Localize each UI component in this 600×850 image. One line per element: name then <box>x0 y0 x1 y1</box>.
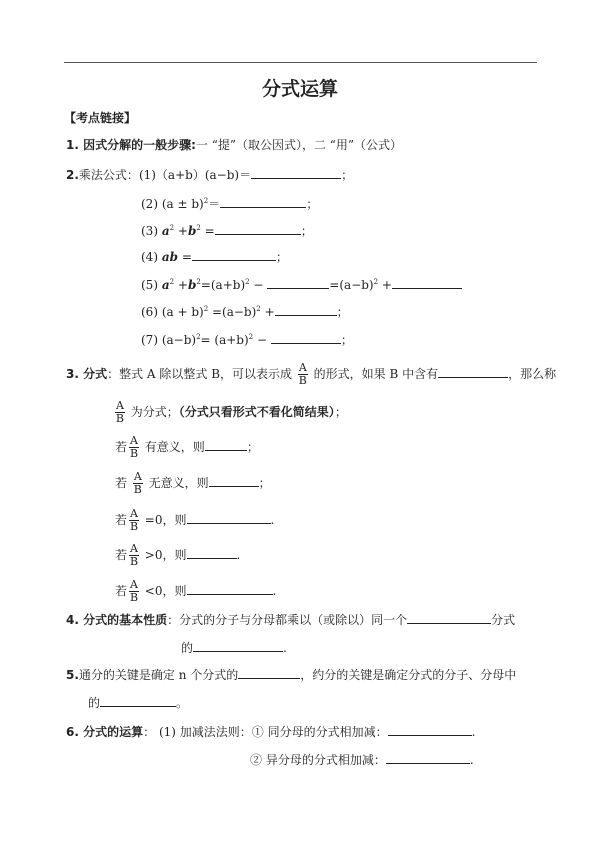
item-2-line-2 <box>141 193 318 212</box>
item-2-line-1 <box>66 165 353 183</box>
eq: = <box>178 250 192 264</box>
item-5-text: 的 <box>88 696 101 710</box>
exponent: 2 <box>196 333 201 341</box>
item-5-text: ，约分的关键是确定分式的分子、分母中 <box>300 668 517 682</box>
formula-2: (2) (a ± b) <box>141 197 204 211</box>
item-3-text: 为分式； <box>130 405 179 419</box>
ruo: 若 <box>115 440 128 454</box>
item-5-line-1 <box>66 665 516 683</box>
condition-text: >0，则 <box>144 548 187 562</box>
ruo: 若 <box>115 584 128 598</box>
blank-item-4a[interactable] <box>407 610 491 624</box>
semicolon: ； <box>275 250 288 264</box>
exponent: 2 <box>196 278 201 286</box>
numerator: A <box>298 361 307 374</box>
blank-formula-6[interactable] <box>275 302 337 316</box>
semicolon: ； <box>340 333 353 347</box>
exponent: 2 <box>196 224 201 232</box>
blank-item-4b[interactable] <box>193 638 283 652</box>
colon: ： <box>107 367 120 381</box>
period: . <box>270 513 275 527</box>
formula-1: (1)（a+b）(a−b)＝ <box>138 168 252 182</box>
var-ab: ab <box>161 250 178 264</box>
period: . <box>469 753 474 767</box>
plus: + <box>174 278 188 292</box>
fraction-a-over-b <box>298 362 308 387</box>
blank-item-6b[interactable] <box>386 750 470 764</box>
formula-2-eq: ＝ <box>208 197 221 211</box>
semicolon: ； <box>334 405 347 419</box>
formula-5: (5) <box>141 278 158 292</box>
minus: − <box>253 333 268 347</box>
denominator: B <box>129 555 139 568</box>
item-3-text: 整式 A 除以整式 B，可以表示成 <box>119 367 293 381</box>
item-3-text: ，那么称 <box>508 367 557 381</box>
page-title: 分式运算 <box>261 78 338 100</box>
formula-5-part: =(a−b) <box>329 278 374 292</box>
numerator: A <box>116 399 124 412</box>
item-5-text: 通分的关键是确定 n 个分式的 <box>78 668 239 682</box>
denominator: B <box>298 374 307 387</box>
blank-condition-3[interactable] <box>187 510 271 524</box>
item-1 <box>66 137 402 153</box>
var-b: b <box>187 278 197 292</box>
blank-condition-1[interactable] <box>205 437 247 451</box>
eq: = <box>200 224 215 238</box>
condition-text: 无意义，则 <box>148 476 209 490</box>
header-rule <box>64 62 537 63</box>
semicolon: ； <box>336 305 349 319</box>
semicolon: ； <box>258 476 271 490</box>
minus: − <box>249 278 264 292</box>
exponent: 2 <box>245 278 250 286</box>
blank-formula-7[interactable] <box>271 330 341 344</box>
blank-item-6a[interactable] <box>388 722 472 736</box>
var-b: b <box>187 224 197 238</box>
blank-item-5a[interactable] <box>238 665 300 679</box>
condition-meaningful <box>115 435 259 460</box>
item-5-line-2 <box>88 693 188 711</box>
fraction-a-over-b <box>129 579 139 604</box>
denominator: B <box>115 412 125 425</box>
item-6-text: ② 异分母的分式相加减： <box>250 753 386 767</box>
condition-text: =0，则 <box>144 513 187 527</box>
condition-negative <box>115 579 276 604</box>
item-3-line-2 <box>113 400 347 425</box>
numerator: A <box>133 470 142 483</box>
item-4-text: 分式的分子与分母都乘以（或除以）同一个 <box>179 613 408 627</box>
period: . <box>236 548 241 562</box>
formula-3: (3) <box>141 224 158 238</box>
plus: + <box>174 224 188 238</box>
item-4-text: 的 <box>181 641 194 655</box>
condition-positive <box>115 543 240 568</box>
numerator: A <box>130 434 138 447</box>
exponent: 2 <box>203 305 209 313</box>
blank-formula-5b[interactable] <box>392 275 462 289</box>
item-2-label: 2. <box>66 168 79 182</box>
item-2-line-4 <box>141 247 288 265</box>
formula-7-part: = (a+b) <box>200 333 249 347</box>
blank-condition-4[interactable] <box>187 545 237 559</box>
blank-item-3[interactable] <box>438 364 508 378</box>
blank-formula-4[interactable] <box>192 247 276 261</box>
item-1-text: 一 “提”（取公因式），二 “用”（公式） <box>195 138 403 152</box>
condition-text: 有意义，则 <box>144 440 205 454</box>
numerator: A <box>130 578 138 591</box>
exponent: 2 <box>248 333 254 341</box>
ruo: 若 <box>115 548 128 562</box>
plus: + <box>378 278 392 292</box>
blank-item-5b[interactable] <box>100 693 176 707</box>
formula-6: (6) (a + b) <box>141 305 204 319</box>
var-a: a <box>161 278 170 292</box>
item-4-line-1 <box>66 610 515 628</box>
semicolon: ； <box>306 197 319 211</box>
exponent: 2 <box>169 278 175 286</box>
item-2-line-6 <box>141 301 349 320</box>
item-4-line-2 <box>181 638 287 656</box>
item-4-label: 4. 分式的基本性质 <box>66 613 168 627</box>
item-3-label: 3. 分式 <box>66 367 108 381</box>
fraction-a-over-b <box>133 471 143 496</box>
item-2-line-3 <box>141 220 313 239</box>
semicolon: ； <box>246 440 259 454</box>
colon: ： <box>143 725 156 739</box>
section-heading: 【考点链接】 <box>64 111 137 125</box>
ruo: 若 <box>115 513 128 527</box>
denominator: B <box>133 483 142 496</box>
exponent: 2 <box>203 197 209 205</box>
item-2-line-7 <box>141 329 353 348</box>
plus: + <box>260 305 275 319</box>
blank-formula-2[interactable] <box>220 194 306 208</box>
blank-formula-1[interactable] <box>251 165 341 179</box>
blank-formula-5a[interactable] <box>267 275 329 289</box>
exponent: 2 <box>373 278 379 286</box>
fraction-a-over-b <box>129 508 139 533</box>
blank-condition-5[interactable] <box>187 581 273 595</box>
blank-condition-2[interactable] <box>209 473 259 487</box>
item-2-prefix: 乘法公式： <box>78 168 139 182</box>
denominator: B <box>129 447 139 460</box>
item-6-line-2 <box>250 750 474 768</box>
ruo: 若 <box>115 476 128 490</box>
var-a: a <box>161 224 170 238</box>
item-3-text: 的形式，如果 B 中含有 <box>313 367 439 381</box>
numerator: A <box>130 542 138 555</box>
numerator: A <box>130 507 138 520</box>
condition-text: <0，则 <box>144 584 187 598</box>
semicolon: ； <box>300 224 313 238</box>
item-3-note: （分式只看形式不看化简结果） <box>178 405 335 419</box>
item-6-line-1 <box>66 722 475 740</box>
semicolon: ； <box>341 168 354 182</box>
denominator: B <box>129 591 139 604</box>
colon: ： <box>167 613 180 627</box>
blank-formula-3[interactable] <box>215 221 301 235</box>
exponent: 2 <box>256 305 261 313</box>
denominator: B <box>129 520 139 533</box>
fraction-a-over-b <box>129 435 139 460</box>
condition-zero <box>115 508 274 533</box>
condition-meaningless <box>115 471 271 496</box>
item-3-line-1 <box>66 362 556 387</box>
item-6-label: 6. 分式的运算 <box>66 725 144 739</box>
fraction-a-over-b <box>129 543 139 568</box>
period: . <box>272 584 277 598</box>
period: 。 <box>176 696 189 710</box>
item-1-label: 1. 因式分解的一般步骤: <box>66 138 196 152</box>
item-5-label: 5. <box>66 668 79 682</box>
period: . <box>471 725 476 739</box>
formula-6-part: =(a−b) <box>208 305 257 319</box>
item-4-text: 分式 <box>491 613 516 627</box>
formula-7: (7) (a−b) <box>141 333 197 347</box>
formula-5-part: =(a+b) <box>200 278 246 292</box>
fraction-a-over-b <box>115 400 125 425</box>
exponent: 2 <box>169 224 175 232</box>
formula-4: (4) <box>141 250 158 264</box>
item-2-line-5 <box>141 274 462 293</box>
period: . <box>283 641 287 655</box>
item-6-text: (1) 加减法法则：① 同分母的分式相加减： <box>158 725 388 739</box>
